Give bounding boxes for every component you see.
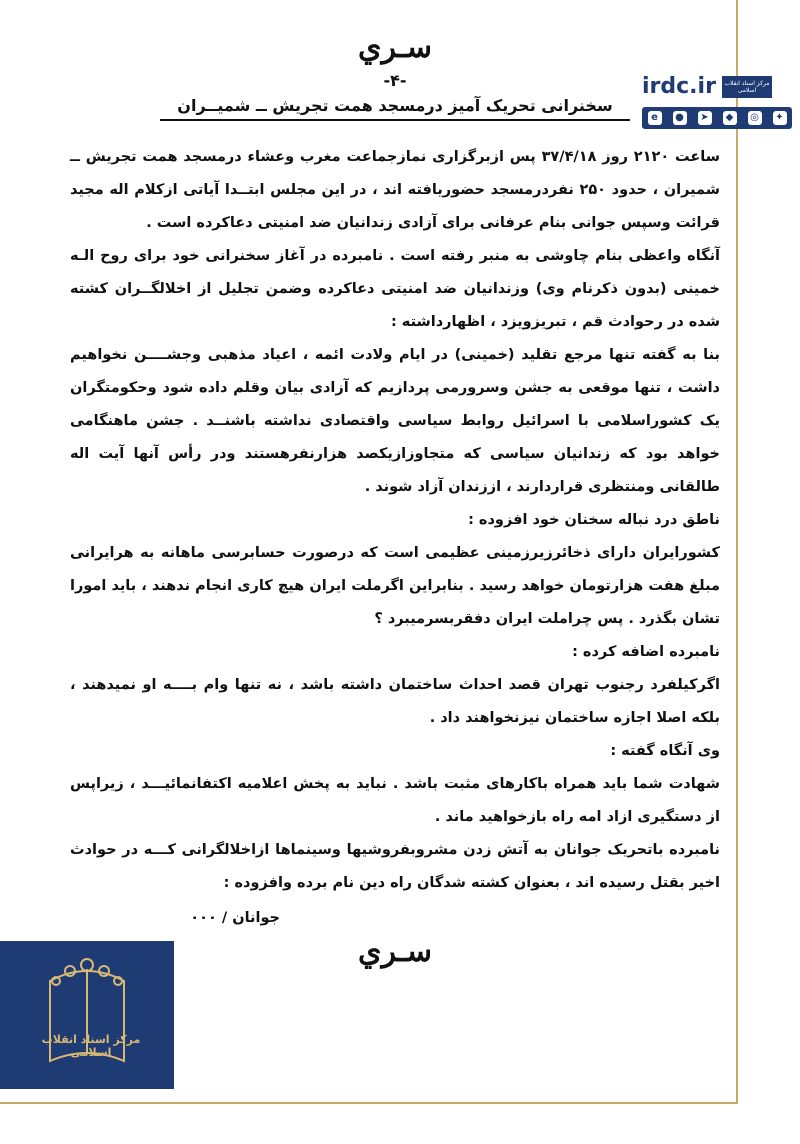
paragraph: نامبرده باتحریک جوانان به آتش زدن مشروبفروشیها وسینماها ازاخلالگرانی کـــه در حوادث اخیر بقتل رسیده اند ، بعنوان کشته شدگان راه دین نام برده وافزوده :	[70, 842, 720, 891]
paragraph: آنگاه واعظی بنام چاوشی به منبر رفته است . نامبرده در آغاز سخنرانی خود برای روح الـه خمینی (بدون ذکرنام وی) وزندانیان ضد امنیتی دعاکرده وضمن تجلیل از اخلالگــران کشته شده در رحوادث قم ، تبریزویزد ، اظهارداشته :	[70, 248, 720, 330]
paragraph: وی آنگاه گفته :	[610, 743, 720, 759]
paragraph: کشورایران دارای ذخائرزیرزمینی عظیمی است که درصورت حسابرسی ماهانه به هرایرانی مبلغ هفت هزارتومان خواهد رسید . بنابراین اگرملت ایران هیچ کاری انجام ندهند ، باید امورا تشان بگذرد . پس چراملت ایران دفقربسرمیبرد ؟	[70, 545, 720, 627]
paragraph: ناطق درد نباله سخنان خود افزوده :	[468, 512, 720, 528]
web-icon[interactable]: e	[648, 111, 662, 125]
site-logo-block	[642, 74, 792, 129]
soroush-icon[interactable]: ◆	[723, 111, 737, 125]
emblem-text: مرکز اسناد انقلاب اسلامی	[41, 1033, 141, 1059]
document-body	[70, 30, 720, 969]
book-emblem-icon	[0, 941, 174, 1089]
footer-classification: سـري	[358, 934, 432, 969]
social-links	[642, 107, 792, 129]
logo-badge: مرکز اسناد انقلاب اسلامی	[722, 76, 772, 98]
title-underline	[160, 119, 630, 121]
report-text	[70, 141, 720, 900]
aparat-icon[interactable]: ●	[673, 111, 687, 125]
header-classification: سـري	[358, 30, 432, 65]
page-number: -۴-	[383, 71, 407, 90]
paragraph: ساعت ۲۱۲۰ روز ۳۷/۴/۱۸ پس ازبرگزاری نمازجماعت مغرب وعشاء درمسجد همت تجریش ــ شمیران ، حدود ۲۵۰ نفردرمسجد حضوریافته اند ، در این مجلس ابتــدا آیاتی ازکلام اله مجید قرائت وسپس جوانی بنام عرفانی برای آزادی زندانیان ضد امنیتی دعاکرده است .	[70, 149, 721, 231]
archive-emblem	[0, 941, 174, 1089]
signature-line: جوانان / ۰۰۰	[190, 910, 280, 926]
paragraph: نامبرده اضافه کرده :	[572, 644, 720, 660]
document-title: سخنرانی تحریک آمیز درمسجد همت تجریش ــ شمیــران	[177, 96, 613, 115]
paragraph: شهادت شما باید همراه باکارهای مثبت باشد . نباید به پخش اعلامیه اکتفانمائیـــد ، زیراپس از دستگیری ازاد امه راه بازخواهید ماند .	[70, 776, 720, 825]
twitter-icon[interactable]: ✦	[773, 111, 787, 125]
telegram-icon[interactable]: ➤	[698, 111, 712, 125]
paragraph: اگرکیلفرد رجنوب تهران قصد احداث ساختمان داشته باشد ، نه تنها وام بــــه او نمیدهند ، بلکه اصلا اجازه ساختمان نیزنخواهند داد .	[70, 677, 720, 726]
instagram-icon[interactable]: ◎	[748, 111, 762, 125]
paragraph: بنا به گفته تنها مرجع تقلید (خمینی) در ایام ولادت ائمه ، اعیاد مذهبی وجشــــن نخواهیم داشت ، تنها موقعی به جشن وسرورمی پردازیم که آزادی بیان وقلم داده شود وحکومتگران یک کشوراسلامی با اسرائیل روابط سیاسی واقتصادی نداشته باشنــد . جشن ماهنگامی خواهد بود که زندانیان سیاسی که متجاوزازیکصد هزارنفرهستند ودر رأس آنها آیت اله طالقانی ومنتظری قراردارند ، اززندان آزاد شوند .	[70, 347, 720, 495]
site-logo[interactable]: irdc.ir	[642, 74, 716, 99]
